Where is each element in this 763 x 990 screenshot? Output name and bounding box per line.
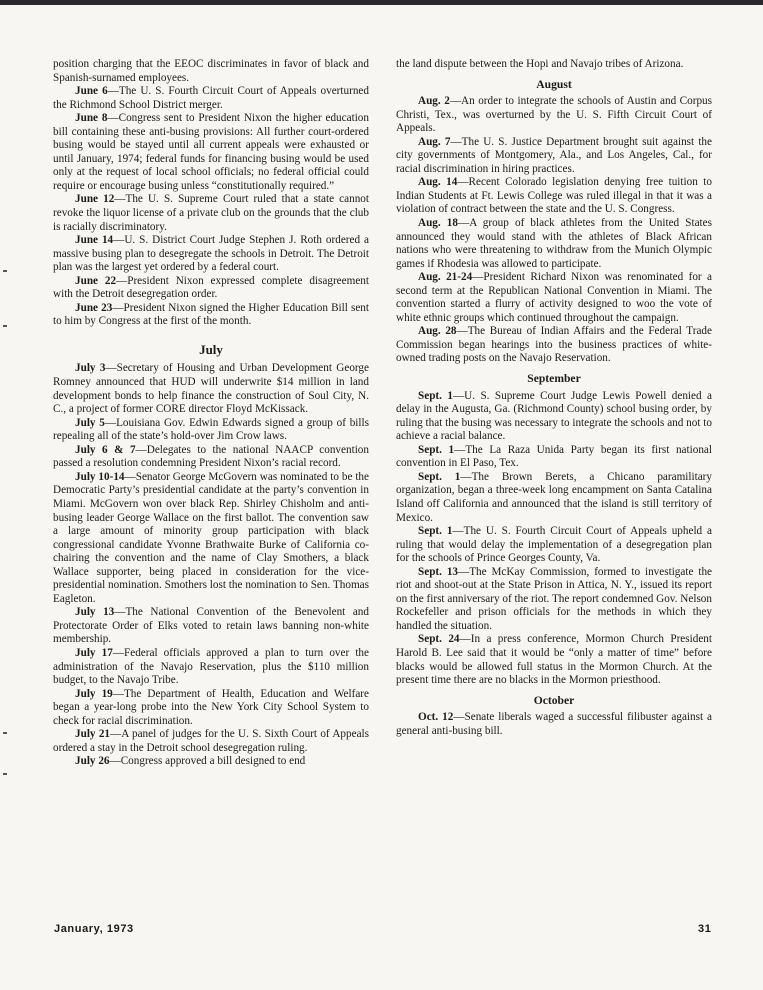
- entry-text: —The U. S. Justice Department brought suit against the city governments of Montgomery, Ala., and Los Angeles, Cal., for racial discrimination in hiring practices.: [396, 135, 712, 175]
- entry-text: —The U. S. Fourth Circuit Court of Appeals upheld a ruling that would delay the implementation of a desegregation plan for the schools of Prince Georges County, Va.: [396, 525, 712, 565]
- issue-date: January, 1973: [54, 923, 134, 935]
- entry-sept-1-la-raza: [396, 444, 712, 471]
- left-column: [53, 58, 369, 769]
- entry-date: Aug. 21-24: [418, 271, 473, 284]
- entry-text: —U. S. Supreme Court Judge Lewis Powell denied a delay in the Augusta, Ga. (Richmond County) school busing order, by ruling that the busing was necessary to integrate the schools and not to achieve a racial balance.: [396, 389, 712, 443]
- entry-july-10-14: [53, 471, 369, 606]
- section-heading-august: August: [536, 77, 572, 91]
- continued-paragraph: the land dispute between the Hopi and Navajo tribes of Arizona.: [396, 58, 684, 70]
- entry-aug-14: [396, 176, 712, 217]
- entry-text: —Delegates to the national NAACP convention passed a resolution condemning President Nixon’s racial record.: [53, 443, 369, 470]
- entry-date: July 17: [75, 646, 113, 659]
- entry-date: Sept. 1: [418, 389, 453, 402]
- entry-date: Sept. 1: [418, 443, 455, 456]
- entry-text: —Recent Colorado legislation denying free tuition to Indian Students at Ft. Lewis College was ruled illegal in that it was a violation of contract between the state and the U. S. Congress.: [396, 176, 712, 216]
- entry-date: Sept. 1: [418, 470, 461, 483]
- scan-margin-mark: [3, 270, 7, 272]
- entry-date: July 13: [75, 606, 115, 619]
- entry-text: —The Department of Health, Education and Welfare began a year-long probe into the New York City School System to check for racial discrimination.: [53, 687, 369, 727]
- entry-june-23: [53, 302, 369, 329]
- entry-date: July 19: [75, 687, 113, 700]
- entry-date: July 21: [75, 728, 111, 741]
- entry-date: July 6 & 7: [75, 443, 136, 456]
- entry-text: —Congress sent to President Nixon the higher education bill containing these anti-busing provisions: All further court-ordered busing would be stayed until all current appeals were exhausted or until January, 1974; federal funds for financing busing would be used only at the request of local school officials; no federal official could require or encourage busing unless “constitutionally required.”: [53, 112, 369, 192]
- entry-date: Sept. 24: [418, 633, 460, 646]
- entry-july-21: [53, 728, 369, 755]
- entry-date: Aug. 28: [418, 325, 457, 338]
- entry-text: —Secretary of Housing and Urban Development George Romney announced that HUD will underwrite $14 million in land development bonds to help finance the construction of Soul City, N. C., a project of former CORE director Floyd McKissack.: [53, 362, 369, 416]
- entry-text: —Senate liberals waged a successful filibuster against a general anti-busing bill.: [396, 711, 713, 737]
- entry-july-13: [53, 606, 369, 647]
- entry-oct-12: [396, 711, 712, 738]
- entry-july-26: [53, 755, 369, 769]
- right-column: [396, 58, 712, 738]
- entry-june-8: [53, 112, 369, 193]
- entry-text: —The La Raza Unida Party began its first national convention in El Paso, Tex.: [396, 443, 712, 470]
- entry-text: —A group of black athletes from the United States announced they would stand with the athletes of Black African nations who were threatening to withdraw from the Munich Olympic games if Rhodesia was allowed to participate.: [396, 217, 712, 270]
- entry-text: —President Richard Nixon was renominated for a second term at the Republican National Convention in Miami. The convention started a flurry of activity designed to woo the vote of white ethnic groups which continued throughout the campaign.: [396, 271, 712, 324]
- entry-date: July 10-14: [75, 470, 125, 483]
- entry-date: Oct. 12: [418, 711, 454, 724]
- entry-july-6-7: [53, 444, 369, 471]
- entry-text: —Senator George McGovern was nominated to be the Democratic Party’s presidential candidate at the party’s convention in Miami. McGovern won over black Rep. Shirley Chisholm and anti-busing leader George Wallace on the first ballot. The convention saw a large amount of minority group participation with black congressional candidate Yvonne Brathwaite Burke of California co-chairing the convention and the name of Clay Smothers, a black Wallace supporter, being placed in consideration for the vice-presidential nomination. Smothers lost the nomination to Sen. Thomas Eagleton.: [53, 470, 369, 605]
- entry-text: —The Brown Berets, a Chicano paramilitary organization, began a three-week long encampment on Santa Catalina Island off California and announced that the island is still territory of Mexico.: [396, 470, 712, 524]
- entry-sept-24: [396, 633, 712, 687]
- entry-june-22: [53, 275, 369, 302]
- entry-text: —The Bureau of Indian Affairs and the Federal Trade Commission began hearings into the business practices of white-owned trading posts on the Navajo Reservation.: [396, 325, 712, 365]
- entry-aug-7: [396, 136, 712, 177]
- entry-date: Aug. 14: [418, 176, 458, 189]
- entry-date: June 22: [75, 274, 117, 287]
- entry-aug-21-24: [396, 271, 712, 325]
- entry-text: —The National Convention of the Benevolent and Protectorate Order of Elks voted to retain laws banning non-white membership.: [53, 606, 369, 646]
- entry-text: —The McKay Commission, formed to investigate the riot and shoot-out at the State Prison in Attica, N. Y., issued its report on the first anniversary of the riot. The report condemned Gov. Nelson Rockefeller and prison officials for the methods in which they handled the situation.: [396, 565, 712, 632]
- entry-date: July 26: [75, 755, 110, 768]
- scan-margin-mark: [3, 732, 7, 734]
- entry-aug-28: [396, 325, 712, 366]
- entry-date: June 6: [75, 85, 108, 98]
- entry-june-6: [53, 85, 369, 112]
- top-rule: [0, 0, 763, 5]
- page-number: 31: [698, 923, 712, 935]
- scan-margin-mark: [3, 773, 7, 775]
- entry-date: Aug. 7: [418, 135, 451, 148]
- entry-date: June 14: [75, 234, 114, 247]
- entry-june-14: [53, 234, 369, 275]
- entry-text: —Federal officials approved a plan to turn over the administration of the Navajo Reservation, plus the $110 million budget, to the Navajo Tribe.: [53, 646, 369, 687]
- entry-july-3: [53, 362, 369, 416]
- entry-text: —President Nixon expressed complete disagreement with the Detroit desegregation order.: [53, 274, 369, 301]
- entry-date: Aug. 2: [418, 95, 450, 108]
- entry-text: —A panel of judges for the U. S. Sixth Court of Appeals ordered a stay in the Detroit school desegregation ruling.: [53, 728, 369, 754]
- entry-date: June 12: [75, 193, 115, 206]
- entry-sept-13: [396, 566, 712, 634]
- entry-july-19: [53, 688, 369, 729]
- entry-text: —Louisiana Gov. Edwin Edwards signed a group of bills repealing all of the state’s hold-over Jim Crow laws.: [53, 416, 369, 443]
- entry-text: —Congress approved a bill designed to end: [109, 755, 306, 768]
- entry-text: —The U. S. Supreme Court ruled that a state cannot revoke the liquor license of a private club on the grounds that the club is racially discriminatory.: [53, 193, 369, 233]
- scan-margin-mark: [3, 325, 7, 327]
- entry-aug-18: [396, 217, 712, 271]
- section-heading-july: July: [199, 341, 223, 357]
- entry-date: July 5: [75, 416, 105, 429]
- entry-text: —In a press conference, Mormon Church President Harold B. Lee said that it would be “only a matter of time” before blacks would be allowed full status in the Mormon Church. At the present time there are no blacks in the Mormon priesthood.: [396, 633, 712, 687]
- section-heading-september: September: [527, 372, 581, 386]
- entry-text: —President Nixon signed the Higher Education Bill sent to him by Congress at the first of the month.: [53, 301, 369, 328]
- entry-date: June 8: [75, 112, 108, 125]
- entry-sept-1-brown-berets: [396, 471, 712, 525]
- section-heading-october: October: [533, 693, 575, 707]
- entry-text: —An order to integrate the schools of Austin and Corpus Christi, Tex., was overturned by the U. S. Fifth Circuit Court of Appeals.: [396, 95, 712, 135]
- entry-text: —The U. S. Fourth Circuit Court of Appeals overturned the Richmond School District merger.: [53, 85, 369, 111]
- continued-paragraph: position charging that the EEOC discriminates in favor of black and Spanish-surnamed employees.: [53, 58, 369, 84]
- entry-june-12: [53, 193, 369, 234]
- entry-sept-1-powell: [396, 390, 712, 444]
- entry-text: —U. S. District Court Judge Stephen J. Roth ordered a massive busing plan to desegregate the schools in Detroit. The Detroit plan was the largest yet ordered by a federal court.: [53, 234, 369, 274]
- entry-date: Sept. 1: [418, 525, 453, 538]
- entry-date: June 23: [75, 301, 113, 314]
- entry-date: July 3: [75, 362, 106, 375]
- entry-sept-1-fourth-circuit: [396, 525, 712, 566]
- entry-july-17: [53, 647, 369, 688]
- entry-aug-2: [396, 95, 712, 136]
- entry-date: Sept. 13: [418, 565, 459, 578]
- entry-date: Aug. 18: [418, 217, 458, 230]
- entry-july-5: [53, 417, 369, 444]
